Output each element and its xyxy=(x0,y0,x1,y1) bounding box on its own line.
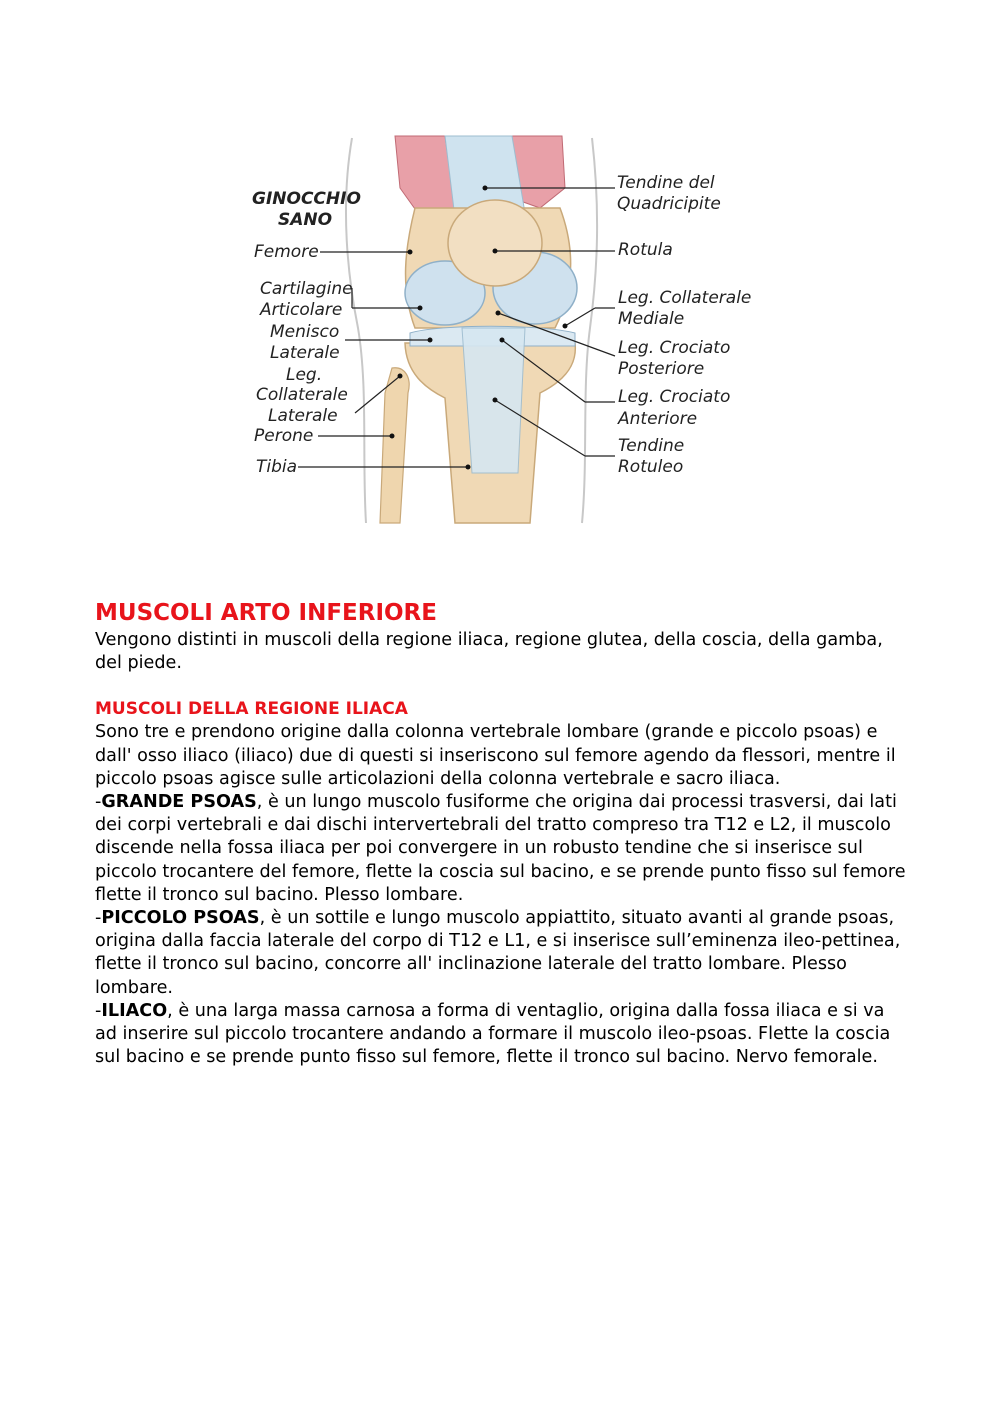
label-menisco-1: Menisco xyxy=(270,322,340,342)
figure-title-line2: SANO xyxy=(278,210,333,230)
patella xyxy=(448,200,542,286)
section-heading: MUSCOLI DELLA REGIONE ILIACA xyxy=(95,699,408,720)
label-leg-cr-post-1: Leg. Crociato xyxy=(618,338,731,358)
knee-illustration xyxy=(240,128,760,528)
label-femore: Femore xyxy=(254,242,319,262)
figure-title-line1: GINOCCHIO xyxy=(252,189,361,209)
muscle-description: , è un sottile e lungo muscolo appiattito, situato avanti al grande psoas, origina dalla faccia laterale del corpo di T12 e L1, e si inserisce sull’eminenza ileo-pettinea, flette il tronco sul bacino, concorre all' inclinazione laterale del tratto lombare. Plesso lombare. xyxy=(95,908,901,998)
label-menisco-2: Laterale xyxy=(270,343,340,363)
label-leg-coll-med-2: Mediale xyxy=(618,309,685,329)
document-body xyxy=(95,597,910,1069)
label-perone: Perone xyxy=(254,426,314,446)
muscle-paragraph-grande-psoas xyxy=(95,791,910,907)
muscle-paragraph-piccolo-psoas xyxy=(95,907,910,1000)
muscle-prefix: - xyxy=(95,908,102,929)
label-tibia: Tibia xyxy=(256,457,298,477)
muscle-description: , è una larga massa carnosa a forma di ventaglio, origina dalla fossa iliaca e si va ad inserire sul piccolo trocantere andando a formare il muscolo ileo-psoas. Flette la coscia sul bacino e se prende punto fisso sul femore, flette il tronco sul bacino. Nervo femorale. xyxy=(95,1000,891,1068)
label-cartilagine-2: Articolare xyxy=(260,300,343,320)
label-leg-cr-ant-1: Leg. Crociato xyxy=(618,387,731,407)
label-leg-coll-lat-2: Collaterale xyxy=(256,385,348,405)
section-intro-paragraph: Sono tre e prendono origine dalla colonna vertebrale lombare (grande e piccolo psoas) e dall' osso iliaco (iliaco) due di questi si inseriscono sul femore agendo da flessori, mentre il piccolo psoas agisce sulle articolazioni della colonna vertebrale e sacro iliaca. xyxy=(95,722,896,789)
knee-anatomy-figure xyxy=(240,128,760,528)
label-leg-cr-ant-2: Anteriore xyxy=(618,409,698,429)
muscle-name: ILIACO xyxy=(101,1000,168,1021)
label-tendine-rot-1: Tendine xyxy=(618,436,685,456)
label-tendine-quad-2: Quadricipite xyxy=(617,194,721,214)
label-rotula: Rotula xyxy=(618,240,673,260)
intro-paragraph: Vengono distinti in muscoli della regione iliaca, regione glutea, della coscia, della gamba, del piede. xyxy=(95,630,883,674)
muscle-prefix: - xyxy=(95,792,102,813)
label-leg-coll-lat-3: Laterale xyxy=(268,406,338,426)
muscle-name: GRANDE PSOAS xyxy=(101,792,257,813)
label-leg-coll-med-1: Leg. Collaterale xyxy=(618,288,752,308)
label-cartilagine-1: Cartilagine xyxy=(260,279,353,299)
muscle-name: PICCOLO PSOAS xyxy=(101,908,260,929)
label-tendine-quad-1: Tendine del xyxy=(617,173,715,193)
label-leg-coll-lat-1: Leg. xyxy=(286,365,323,385)
muscle-prefix: - xyxy=(95,1000,102,1021)
label-tendine-rot-2: Rotuleo xyxy=(618,457,684,477)
label-leg-cr-post-2: Posteriore xyxy=(618,359,705,379)
fibula-bone xyxy=(380,368,409,523)
muscle-paragraph-iliaco xyxy=(95,1000,910,1070)
leg-outline-right xyxy=(582,138,597,523)
muscle-description: , è un lungo muscolo fusiforme che origina dai processi trasversi, dai lati dei corpi vertebrali e dai dischi intervertebrali del tratto compreso tra T12 e L2, il muscolo discende nella fossa iliaca per poi convergere in un robusto tendine che si inserisce sul piccolo trocantere del femore, flette la coscia sul bacino, e se prende punto fisso sul femore flette il tronco sul bacino. Plesso lombare. xyxy=(95,792,906,905)
page-title: MUSCOLI ARTO INFERIORE xyxy=(95,600,437,626)
